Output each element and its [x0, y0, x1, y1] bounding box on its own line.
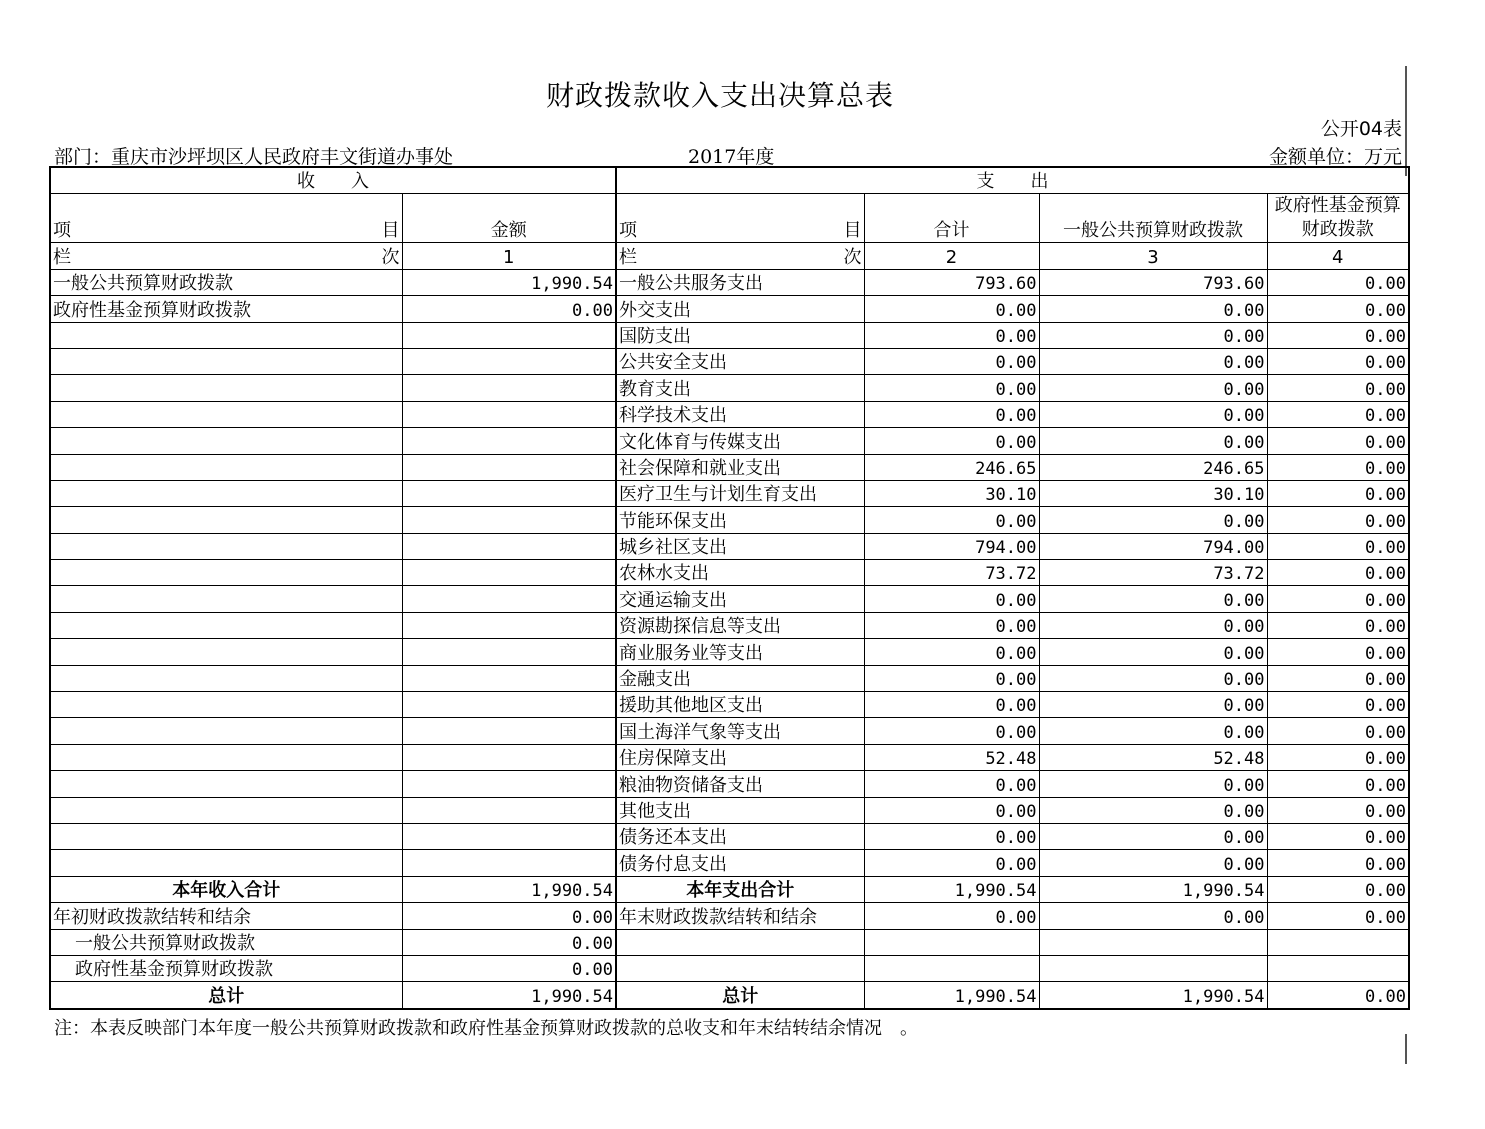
expense-total: 0.00 — [864, 665, 1039, 691]
income-grand-total-amount: 1,990.54 — [402, 982, 616, 1009]
fund-header: 政府性基金预算财政拨款 — [1267, 194, 1409, 243]
expense-total: 246.65 — [864, 454, 1039, 480]
item-label-right: 目 — [381, 220, 400, 242]
expense-carry-fund: 0.00 — [1267, 903, 1409, 929]
budget-table — [49, 166, 1410, 1010]
page-title: 财政拨款收入支出决算总表 — [545, 79, 894, 112]
expense-item: 住房保障支出 — [616, 744, 864, 770]
expense-grand-fund: 0.00 — [1267, 982, 1409, 1009]
income-item — [50, 823, 402, 849]
income-amount — [402, 480, 616, 506]
table-row — [50, 639, 1409, 665]
income-item: 政府性基金预算财政拨款 — [50, 296, 402, 322]
expense-total: 0.00 — [864, 771, 1039, 797]
table-row — [50, 850, 1409, 876]
table-row — [50, 375, 1409, 401]
income-amount — [402, 797, 616, 823]
expense-item: 债务付息支出 — [616, 850, 864, 876]
income-amount — [402, 375, 616, 401]
row-index-label — [50, 243, 402, 269]
expense-grand-general: 1,990.54 — [1039, 982, 1267, 1009]
income-item: 一般公共预算财政拨款 — [50, 269, 402, 295]
table-row — [50, 744, 1409, 770]
income-amount — [402, 850, 616, 876]
expense-fund: 0.00 — [1267, 533, 1409, 559]
grand-total-row — [50, 982, 1409, 1009]
expense-carry-general: 0.00 — [1039, 903, 1267, 929]
expense-fund: 0.00 — [1267, 428, 1409, 454]
general-header: 一般公共预算财政拨款 — [1039, 194, 1267, 243]
expense-fund: 0.00 — [1267, 348, 1409, 374]
expense-total: 0.00 — [864, 612, 1039, 638]
item-label-left: 项 — [53, 220, 71, 242]
expense-item-header — [616, 194, 864, 243]
expense-total: 52.48 — [864, 744, 1039, 770]
row-index-label — [616, 243, 864, 269]
income-amount: 1,990.54 — [402, 269, 616, 295]
table-row — [50, 269, 1409, 295]
table-row — [50, 797, 1409, 823]
carry-general-label: 一般公共预算财政拨款 — [50, 929, 402, 955]
carry-fund-amount: 0.00 — [402, 955, 616, 981]
expense-general: 0.00 — [1039, 428, 1267, 454]
table-tag: 公开04表 — [1320, 118, 1402, 140]
expense-general: 0.00 — [1039, 612, 1267, 638]
expense-general: 0.00 — [1039, 797, 1267, 823]
income-header: 收 入 — [50, 167, 616, 194]
income-item — [50, 797, 402, 823]
expense-general: 0.00 — [1039, 850, 1267, 876]
expense-header: 支 出 — [616, 167, 1409, 194]
income-item — [50, 480, 402, 506]
income-item — [50, 665, 402, 691]
expense-item: 其他支出 — [616, 797, 864, 823]
expense-total: 794.00 — [864, 533, 1039, 559]
expense-item: 农林水支出 — [616, 560, 864, 586]
expense-item: 社会保障和就业支出 — [616, 454, 864, 480]
table-row — [50, 771, 1409, 797]
col-index-2: 2 — [864, 243, 1039, 269]
expense-total: 0.00 — [864, 507, 1039, 533]
income-item — [50, 401, 402, 427]
expense-general: 0.00 — [1039, 771, 1267, 797]
expense-item: 科学技术支出 — [616, 401, 864, 427]
income-item — [50, 639, 402, 665]
income-amount — [402, 560, 616, 586]
expense-fund: 0.00 — [1267, 507, 1409, 533]
expense-item: 国土海洋气象等支出 — [616, 718, 864, 744]
income-amount — [402, 586, 616, 612]
empty-cell — [864, 955, 1039, 981]
expense-total: 793.60 — [864, 269, 1039, 295]
expense-total: 0.00 — [864, 850, 1039, 876]
empty-cell — [1039, 929, 1267, 955]
expense-general: 0.00 — [1039, 507, 1267, 533]
footnote: 注：本表反映部门本年度一般公共预算财政拨款和政府性基金预算财政拨款的总收支和年末结转结余情况 。 — [54, 1018, 918, 1039]
expense-total: 0.00 — [864, 639, 1039, 665]
col-index-4: 4 — [1267, 243, 1409, 269]
income-amount — [402, 428, 616, 454]
expense-year-total: 1,990.54 — [864, 876, 1039, 902]
income-amount-header: 金额 — [402, 194, 616, 243]
expense-fund: 0.00 — [1267, 322, 1409, 348]
expense-total: 30.10 — [864, 480, 1039, 506]
income-item — [50, 322, 402, 348]
income-item — [50, 771, 402, 797]
table-row — [50, 428, 1409, 454]
table-row — [50, 560, 1409, 586]
expense-general: 0.00 — [1039, 823, 1267, 849]
row-label-right: 次 — [843, 246, 862, 268]
expense-item: 债务还本支出 — [616, 823, 864, 849]
expense-general: 0.00 — [1039, 665, 1267, 691]
expense-total: 0.00 — [864, 348, 1039, 374]
expense-general: 0.00 — [1039, 586, 1267, 612]
expense-total: 0.00 — [864, 718, 1039, 744]
table-row — [50, 586, 1409, 612]
table-row — [50, 507, 1409, 533]
income-amount — [402, 718, 616, 744]
income-item — [50, 850, 402, 876]
expense-fund: 0.00 — [1267, 823, 1409, 849]
expense-item: 医疗卫生与计划生育支出 — [616, 480, 864, 506]
empty-cell — [864, 929, 1039, 955]
carry-general-amount: 0.00 — [402, 929, 616, 955]
income-amount: 0.00 — [402, 296, 616, 322]
item-label-right: 目 — [843, 220, 862, 242]
income-item — [50, 454, 402, 480]
margin-mark — [1405, 66, 1407, 176]
income-item — [50, 612, 402, 638]
expense-fund: 0.00 — [1267, 639, 1409, 665]
income-item — [50, 428, 402, 454]
expense-item: 外交支出 — [616, 296, 864, 322]
income-amount — [402, 612, 616, 638]
income-item — [50, 348, 402, 374]
expense-item: 交通运输支出 — [616, 586, 864, 612]
income-year-total-label: 本年收入合计 — [50, 876, 402, 902]
expense-fund: 0.00 — [1267, 586, 1409, 612]
expense-item: 资源勘探信息等支出 — [616, 612, 864, 638]
department-label: 部门：重庆市沙坪坝区人民政府丰文街道办事处 — [54, 146, 454, 168]
expense-fund: 0.00 — [1267, 665, 1409, 691]
expense-general: 0.00 — [1039, 718, 1267, 744]
row-label-left: 栏 — [53, 246, 71, 268]
expense-item: 国防支出 — [616, 322, 864, 348]
income-item-header — [50, 194, 402, 243]
column-index-row — [50, 243, 1409, 269]
income-amount — [402, 454, 616, 480]
expense-general: 0.00 — [1039, 639, 1267, 665]
table-row — [50, 480, 1409, 506]
expense-general: 30.10 — [1039, 480, 1267, 506]
carry-fund-row — [50, 955, 1409, 981]
income-carry-label: 年初财政拨款结转和结余 — [50, 903, 402, 929]
empty-cell — [616, 929, 864, 955]
empty-cell — [1039, 955, 1267, 981]
expense-fund: 0.00 — [1267, 296, 1409, 322]
col-index-3: 3 — [1039, 243, 1267, 269]
expense-item: 粮油物资储备支出 — [616, 771, 864, 797]
empty-cell — [616, 955, 864, 981]
table-row — [50, 401, 1409, 427]
expense-fund: 0.00 — [1267, 401, 1409, 427]
expense-general: 793.60 — [1039, 269, 1267, 295]
expense-fund: 0.00 — [1267, 480, 1409, 506]
empty-cell — [1267, 955, 1409, 981]
expense-fund: 0.00 — [1267, 718, 1409, 744]
table-row — [50, 823, 1409, 849]
table-row — [50, 692, 1409, 718]
income-item — [50, 507, 402, 533]
income-amount — [402, 823, 616, 849]
income-item — [50, 533, 402, 559]
expense-item: 金融支出 — [616, 665, 864, 691]
expense-fund: 0.00 — [1267, 454, 1409, 480]
expense-total: 0.00 — [864, 823, 1039, 849]
income-amount — [402, 665, 616, 691]
carry-fund-label: 政府性基金预算财政拨款 — [50, 955, 402, 981]
income-amount — [402, 744, 616, 770]
column-header-row — [50, 194, 1409, 243]
expense-fund: 0.00 — [1267, 850, 1409, 876]
row-label-right: 次 — [381, 246, 400, 268]
income-item — [50, 586, 402, 612]
income-amount — [402, 692, 616, 718]
expense-total: 0.00 — [864, 428, 1039, 454]
item-label-left: 项 — [619, 220, 637, 242]
total-header: 合计 — [864, 194, 1039, 243]
expense-general: 0.00 — [1039, 322, 1267, 348]
income-item — [50, 692, 402, 718]
expense-total: 0.00 — [864, 401, 1039, 427]
income-item — [50, 744, 402, 770]
table-row — [50, 718, 1409, 744]
expense-item: 一般公共服务支出 — [616, 269, 864, 295]
fiscal-year: 2017年度 — [688, 146, 775, 168]
table-row — [50, 665, 1409, 691]
expense-total: 0.00 — [864, 375, 1039, 401]
expense-year-fund: 0.00 — [1267, 876, 1409, 902]
expense-grand-total: 1,990.54 — [864, 982, 1039, 1009]
expense-fund: 0.00 — [1267, 612, 1409, 638]
expense-general: 246.65 — [1039, 454, 1267, 480]
expense-total: 73.72 — [864, 560, 1039, 586]
expense-fund: 0.00 — [1267, 375, 1409, 401]
income-item — [50, 560, 402, 586]
table-row — [50, 612, 1409, 638]
col-index-1: 1 — [402, 243, 616, 269]
expense-item: 公共安全支出 — [616, 348, 864, 374]
expense-general: 794.00 — [1039, 533, 1267, 559]
expense-fund: 0.00 — [1267, 692, 1409, 718]
expense-fund: 0.00 — [1267, 744, 1409, 770]
income-amount — [402, 639, 616, 665]
empty-cell — [1267, 929, 1409, 955]
expense-item: 文化体育与传媒支出 — [616, 428, 864, 454]
income-item — [50, 375, 402, 401]
expense-general: 0.00 — [1039, 296, 1267, 322]
expense-total: 0.00 — [864, 797, 1039, 823]
table-row — [50, 348, 1409, 374]
expense-grand-total-label: 总计 — [616, 982, 864, 1009]
expense-item: 援助其他地区支出 — [616, 692, 864, 718]
expense-item: 教育支出 — [616, 375, 864, 401]
income-carry-amount: 0.00 — [402, 903, 616, 929]
expense-fund: 0.00 — [1267, 560, 1409, 586]
table-row — [50, 533, 1409, 559]
expense-total: 0.00 — [864, 692, 1039, 718]
table-row — [50, 322, 1409, 348]
income-amount — [402, 533, 616, 559]
expense-fund: 0.00 — [1267, 269, 1409, 295]
income-amount — [402, 322, 616, 348]
table-row — [50, 296, 1409, 322]
carry-row — [50, 903, 1409, 929]
expense-general: 73.72 — [1039, 560, 1267, 586]
amount-unit: 金额单位：万元 — [1268, 146, 1402, 168]
margin-mark — [1405, 1034, 1407, 1064]
expense-fund: 0.00 — [1267, 771, 1409, 797]
expense-fund: 0.00 — [1267, 797, 1409, 823]
income-amount — [402, 507, 616, 533]
row-label-left: 栏 — [619, 246, 637, 268]
income-year-total-amount: 1,990.54 — [402, 876, 616, 902]
expense-item: 商业服务业等支出 — [616, 639, 864, 665]
table-row — [50, 454, 1409, 480]
expense-year-general: 1,990.54 — [1039, 876, 1267, 902]
expense-carry-label: 年末财政拨款结转和结余 — [616, 903, 864, 929]
expense-carry-total: 0.00 — [864, 903, 1039, 929]
expense-general: 0.00 — [1039, 348, 1267, 374]
carry-general-row — [50, 929, 1409, 955]
income-amount — [402, 348, 616, 374]
expense-year-total-label: 本年支出合计 — [616, 876, 864, 902]
expense-general: 52.48 — [1039, 744, 1267, 770]
expense-total: 0.00 — [864, 322, 1039, 348]
year-total-row — [50, 876, 1409, 902]
expense-item: 城乡社区支出 — [616, 533, 864, 559]
income-amount — [402, 771, 616, 797]
expense-total: 0.00 — [864, 586, 1039, 612]
section-header-row — [50, 167, 1409, 194]
income-grand-total-label: 总计 — [50, 982, 402, 1009]
income-amount — [402, 401, 616, 427]
expense-item: 节能环保支出 — [616, 507, 864, 533]
expense-general: 0.00 — [1039, 401, 1267, 427]
expense-total: 0.00 — [864, 296, 1039, 322]
expense-general: 0.00 — [1039, 375, 1267, 401]
income-item — [50, 718, 402, 744]
expense-general: 0.00 — [1039, 692, 1267, 718]
